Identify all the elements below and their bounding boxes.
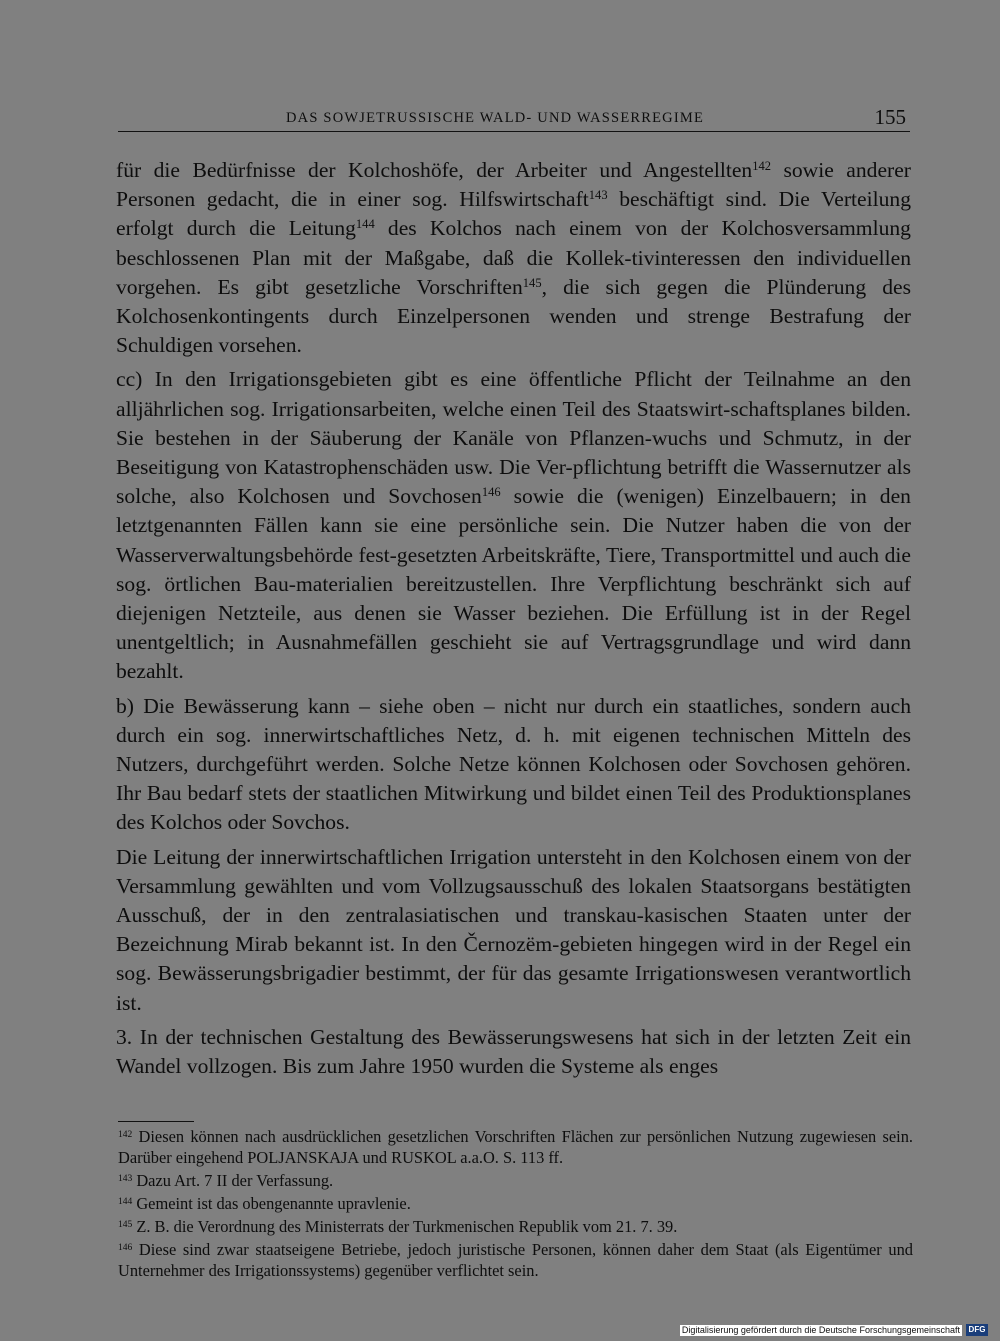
dfg-logo: DFG <box>966 1324 988 1336</box>
footnote <box>118 1193 913 1214</box>
footnote-number: 144 <box>118 1196 133 1207</box>
footnotes <box>118 1126 913 1283</box>
footnote-text: Dazu Art. 7 II der Verfassung. <box>132 1171 334 1190</box>
text-run: Die Leitung der innerwirtschaftlichen Irrigation untersteht in den Kolchosen einem von der Versammlung gewählten und vom Vollzugsausschuß des lokalen Staatsorgans bestätigten Ausschuß, der in den zentralasiatischen und transkau-kasischen Staaten unter der Bezeichnung Mirab bekannt ist. In den Černozëm-gebieten hingegen wird in der Regel ein sog. Bewässerungsbrigadier bestimmt, der für das gesamte Irrigationswesen verantwortlich ist. <box>116 844 911 1015</box>
text-run: beschäftigt sind. Die Verteilung erfolgt durch die Leitung <box>116 187 911 241</box>
footnote-number: 142 <box>118 1129 133 1140</box>
text-run: des Kolchos nach einem von der Kolchosversammlung beschlossenen Plan mit der Maßgabe, daß die Kollek-tivinteressen den individuellen vorgehen. Es gibt gesetzliche Vorschriften <box>116 216 911 299</box>
text-run: sowie anderer Personen gedacht, die in einer sog. Hilfswirtschaft <box>116 158 911 212</box>
footnote-marker: 146 <box>481 485 501 500</box>
footnote <box>118 1170 913 1191</box>
text-run: cc) In den Irrigationsgebieten gibt es eine öffentliche Pflicht der Teilnahme an den alljährlichen sog. Irrigationsarbeiten, welche einen Teil des Staatswirt-schaftsplanes bilden. Sie bestehen in der Säuberung der Kanäle von Pflanzen-wuchs und Schmutz, in der Beseitigung von Katastrophenschäden usw. Die Ver-pflichtung betrifft die Wassernutzer als solche, also Kolchosen und Sovchosen <box>116 367 911 509</box>
header-rule <box>118 131 910 132</box>
footnote-text: Z. B. die Verordnung des Ministerrats der Turkmenischen Republik vom 21. 7. 39. <box>132 1217 678 1236</box>
body-text <box>116 156 911 1086</box>
text-run: für die Bedürfnisse der Kolchoshöfe, der Arbeiter und Angestellten <box>116 158 753 182</box>
paragraph <box>116 156 911 360</box>
footnote-number: 143 <box>118 1173 133 1184</box>
footnote-text: Gemeint ist das obengenannte upravlenie. <box>132 1194 411 1213</box>
footnote-text: Diese sind zwar staatseigene Betriebe, jedoch juristische Personen, können daher dem Staat (als Eigentümer und Unternehmer des Irrigationssystems) gegenüber verflichtet sein. <box>118 1240 913 1280</box>
footnote-text: Diesen können nach ausdrücklichen gesetzlichen Vorschriften Flächen zur persönlichen Nutzung zugewiesen sein. Darüber eingehend POLJANSKAJA und RUSKOL a.a.O. S. 113 ff. <box>118 1127 913 1167</box>
footnote-number: 146 <box>118 1242 133 1253</box>
footnote-marker: 142 <box>752 159 771 174</box>
text-run: sowie die (wenigen) Einzelbauern; in den letztgenannten Fällen kann sie eine persönliche sein. Die Nutzer haben die von der Wasserverwaltungsbehörde fest-gesetzten Arbeitskräfte, Tiere, Transportmittel und auch die sog. örtlichen Bau-materialien bereitzustellen. Ihre Verpflichtung beschränkt sich auf diejenigen Netzteile, aus denen sie Wasser beziehen. Die Erfüllung ist in der Regel unentgeltlich; in Ausnahmefällen geschieht sie auf Vertragsgrundlage und wird dann bezahlt. <box>116 484 911 684</box>
footnote-marker: 144 <box>355 217 375 232</box>
text-run: , die sich gegen die Plünderung des Kolchosenkontingents durch Einzelpersonen wenden und strenge Bestrafung der Schuldigen vorsehen. <box>116 274 911 358</box>
footnote-number: 145 <box>118 1219 133 1230</box>
paragraph <box>116 1023 911 1081</box>
paragraph <box>116 843 911 1018</box>
footnote-marker: 143 <box>588 188 608 203</box>
paragraph <box>116 692 911 838</box>
text-run: b) Die Bewässerung kann – siehe oben – nicht nur durch ein staatliches, sondern auch durch ein sog. innerwirtschaftliches Netz, d. h. mit eigenen technischen Mitteln des Nutzers, durchgeführt werden. Solche Netze können Kolchosen oder Sovchosen gehören. Ihr Bau bedarf stets der staatlichen Mitwirkung und bildet einen Teil des Produktionsplanes des Kolchos oder Sovchos. <box>116 693 911 835</box>
page-number: 155 <box>874 105 906 129</box>
running-head <box>118 104 910 132</box>
text-run: 3. In der technischen Gestaltung des Bewässerungswesens hat sich in der letzten Zeit ein Wandel vollzogen. Bis zum Jahre 1950 wurden die Systeme als enges <box>116 1024 911 1079</box>
footnote <box>118 1126 913 1168</box>
footnote <box>118 1239 913 1281</box>
footnote <box>118 1216 913 1237</box>
footnote-rule <box>118 1121 194 1122</box>
footnote-marker: 145 <box>522 275 542 290</box>
digitization-credit: Digitalisierung gefördert durch die Deutsche Forschungsgemeinschaft <box>681 1325 960 1335</box>
running-title: DAS SOWJETRUSSISCHE WALD- UND WASSERREGIME <box>286 110 705 126</box>
paragraph <box>116 365 911 686</box>
